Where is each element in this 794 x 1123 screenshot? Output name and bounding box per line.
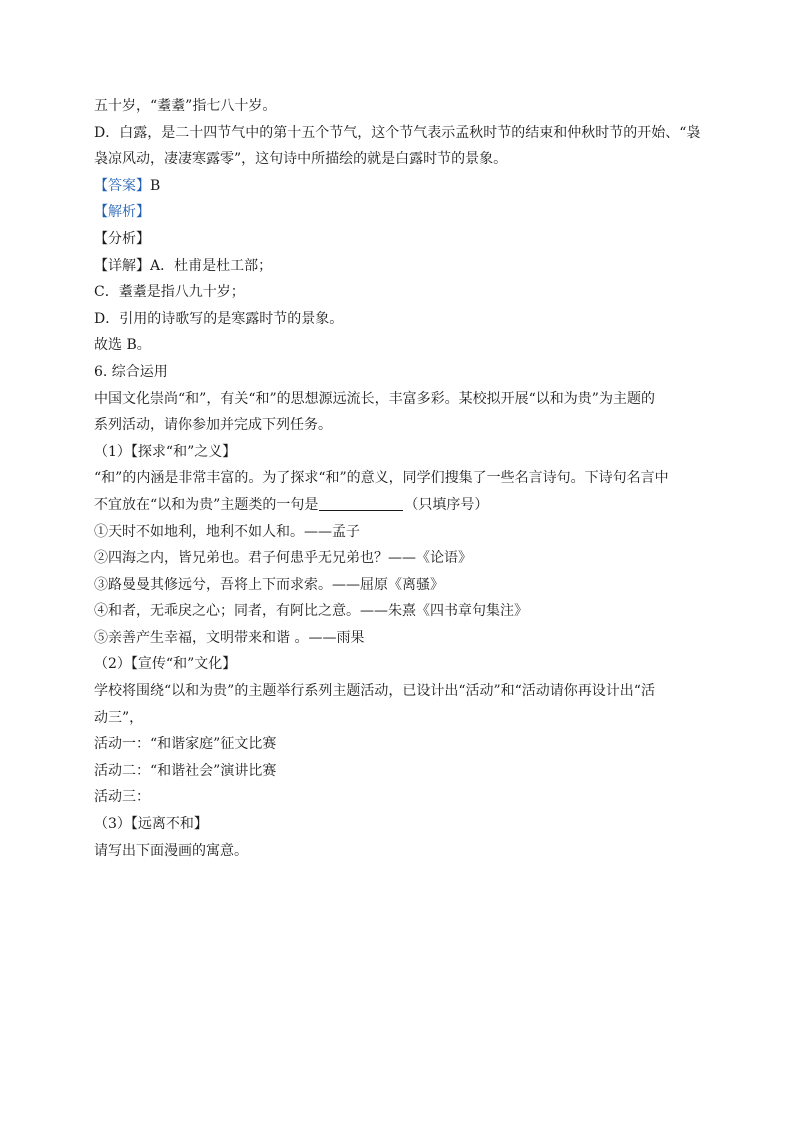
blank-suffix: （只填序号） bbox=[404, 496, 489, 513]
quote-item: ⑤亲善产生幸福，文明带来和谐 。——雨果 bbox=[94, 629, 365, 646]
question-heading: 6. 综合运用 bbox=[94, 363, 168, 380]
subtask-heading: （2）【宣传“和”文化】 bbox=[94, 656, 237, 673]
document-page bbox=[94, 93, 714, 864]
text-line: C．耋耋是指八九十岁； bbox=[94, 284, 245, 301]
activity-item: 活动一：“和谐家庭”征文比赛 bbox=[94, 736, 277, 753]
text-line: 学校将围绕“以和为贵”的主题举行系列主题活动，已设计出“活动”和“活动请你再设计出“活 bbox=[94, 683, 655, 700]
answer-label: 【答案】 bbox=[94, 177, 150, 194]
answer-blank[interactable] bbox=[319, 496, 403, 511]
text-line: 动三”， bbox=[94, 709, 144, 726]
text-line: 【分析】 bbox=[94, 230, 150, 247]
blank-prefix: 不宜放在“以和为贵”主题类的一句是 bbox=[94, 496, 319, 513]
answer-value: B bbox=[150, 177, 161, 194]
text-line: D．白露，是二十四节气中的第十五个节气，这个节气表示孟秋时节的结束和仲秋时节的开始、“袅 bbox=[94, 124, 701, 141]
text-line: 故选 B。 bbox=[94, 337, 151, 354]
analysis-label: 【解析】 bbox=[94, 204, 150, 221]
quote-item: ②四海之内，皆兄弟也。君子何患乎无兄弟也？——《论语》 bbox=[94, 550, 472, 567]
text-line: “和”的内涵是非常丰富的。为了探求“和”的意义，同学们搜集了一些名言诗句。下诗句名言中 bbox=[94, 470, 669, 487]
quote-item: ③路曼曼其修远兮，吾将上下而求索。——屈原《离骚》 bbox=[94, 576, 444, 593]
text-line: 中国文化崇尚“和”，有关“和”的思想源远流长，丰富多彩。某校拟开展“以和为贵”为主题的 bbox=[94, 390, 655, 407]
text-line: 袅凉风动，凄凄寒露零”，这句诗中所描绘的就是白露时节的景象。 bbox=[94, 151, 508, 168]
text-line: 系列活动，请你参加并完成下列任务。 bbox=[94, 417, 332, 434]
activity-item: 活动二：“和谐社会”演讲比赛 bbox=[94, 762, 277, 779]
activity-item: 活动三： bbox=[94, 789, 150, 806]
subtask-heading: （3）【远离不和】 bbox=[94, 816, 208, 833]
quote-item: ④和者，无乖戾之心；同者，有阿比之意。——朱熹《四书章句集注》 bbox=[94, 603, 528, 620]
text-line: 五十岁，“耋耋”指七八十岁。 bbox=[94, 98, 277, 114]
text-line: 【详解】A．杜甫是杜工部； bbox=[94, 257, 273, 274]
answer-line bbox=[94, 173, 714, 200]
fill-blank-line bbox=[94, 492, 714, 519]
quote-item: ①天时不如地利，地利不如人和。——孟子 bbox=[94, 523, 360, 540]
analysis-line bbox=[94, 199, 714, 226]
text-line: D．引用的诗歌写的是寒露时节的景象。 bbox=[94, 310, 344, 327]
text-line: 请写出下面漫画的寓意。 bbox=[94, 842, 248, 859]
subtask-heading: （1）【探求“和”之义】 bbox=[94, 443, 237, 460]
